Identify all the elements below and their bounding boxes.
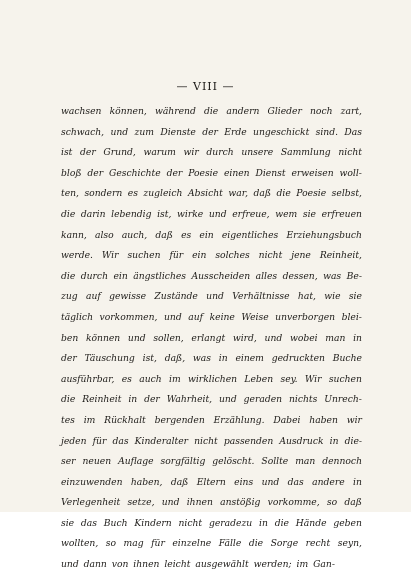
word: gelöscht.: [212, 456, 255, 468]
word: also: [94, 229, 114, 241]
word: seyn,: [337, 538, 362, 550]
word: eigentliches: [221, 229, 279, 241]
word: einzuwenden: [61, 476, 123, 488]
word: tes: [61, 414, 75, 426]
word: für: [169, 250, 184, 262]
word: blei-: [341, 311, 362, 323]
word: schwach,: [61, 126, 105, 138]
word: Poesie: [296, 188, 327, 200]
word: der: [80, 147, 96, 159]
text-line: [61, 390, 362, 411]
word: wir: [183, 147, 199, 159]
word: Wir: [304, 373, 322, 385]
word: einen: [223, 167, 250, 179]
word: sie: [348, 291, 362, 303]
word: die: [61, 270, 76, 282]
text-line: [61, 493, 362, 514]
word: Ausscheiden: [191, 270, 251, 282]
word: Reinheit: [82, 394, 122, 406]
word: wollten,: [61, 538, 99, 550]
text-line: [61, 534, 362, 555]
word: wirke: [177, 208, 204, 220]
word: daß: [170, 476, 189, 488]
word: neuen: [82, 456, 112, 468]
word: unverborgen: [275, 311, 336, 323]
word: einem: [235, 353, 264, 365]
word: Fälle: [218, 538, 242, 550]
word: Verhältnisse: [232, 291, 290, 303]
word: nicht: [178, 517, 203, 529]
word: geraden: [243, 394, 283, 406]
word: woll-: [339, 167, 362, 179]
word: haben,: [130, 476, 163, 488]
word: passenden: [223, 435, 274, 447]
text-line: [61, 329, 362, 350]
text-line: [61, 370, 362, 391]
word: Buch: [103, 517, 128, 529]
word: suchen: [328, 373, 362, 385]
word: der: [61, 353, 77, 365]
text-line: [61, 473, 362, 494]
word: so: [326, 497, 338, 509]
word: unsere: [241, 147, 274, 159]
word: können: [85, 332, 121, 344]
word: täglich: [61, 311, 93, 323]
word: das: [287, 476, 304, 488]
word: noch: [310, 106, 333, 117]
word: zug: [61, 291, 78, 303]
word: auch,: [121, 229, 148, 241]
word: Unrech-: [324, 394, 362, 406]
word: haben: [309, 414, 338, 426]
word: Das: [344, 126, 362, 138]
word: wir: [346, 414, 362, 426]
text-line: [61, 349, 362, 370]
word: nichts: [289, 394, 318, 406]
word: andere: [312, 476, 345, 488]
word: durch: [80, 270, 108, 282]
word: Dienste: [160, 126, 196, 138]
word: und: [127, 332, 146, 344]
word: ihnen: [186, 497, 213, 509]
word: ängstliches: [133, 270, 187, 282]
word: es: [121, 373, 132, 385]
word: lebendig: [111, 208, 152, 220]
word: in: [353, 476, 362, 488]
word: in: [259, 517, 268, 529]
word: Eltern: [196, 476, 226, 488]
text-line: [61, 205, 362, 226]
word: Sammlung: [280, 147, 331, 159]
word: und: [110, 126, 129, 138]
word: ser: [61, 456, 76, 468]
word: Weise: [241, 311, 269, 323]
word: ungeschickt: [253, 126, 310, 138]
word: sind.: [315, 126, 339, 138]
word: können,: [109, 106, 147, 117]
word: ten,: [61, 188, 79, 200]
text-line: [61, 287, 362, 308]
word: und: [261, 476, 280, 488]
word: daß: [253, 188, 272, 200]
word: die: [203, 106, 219, 117]
word: mag: [123, 538, 144, 550]
word: Erzählung.: [213, 414, 265, 426]
word: Verlegenheit: [61, 497, 121, 509]
word: es: [181, 229, 192, 241]
word: nicht: [338, 147, 362, 159]
word: sondern: [84, 188, 123, 200]
word: suchen: [127, 250, 161, 262]
word: ben: [61, 332, 79, 344]
word: auch: [139, 373, 162, 385]
word: warum: [143, 147, 176, 159]
word: Geschichte: [109, 167, 161, 179]
word: auf: [85, 291, 101, 303]
text-line: [61, 411, 362, 432]
word: Absicht: [187, 188, 223, 200]
word: jene: [291, 250, 311, 262]
word: anstößig: [220, 497, 261, 509]
word: Rückhalt: [104, 414, 146, 426]
word: es: [127, 188, 138, 200]
word: die: [61, 208, 76, 220]
word: das: [112, 435, 129, 447]
word: zugleich: [143, 188, 183, 200]
word: wachsen: [61, 106, 102, 117]
word: ist,: [157, 208, 172, 220]
word: vorkomme,: [267, 497, 320, 509]
word: in: [218, 353, 228, 365]
text-line: [61, 452, 362, 473]
word: daß: [155, 229, 173, 241]
word: die: [248, 538, 264, 550]
word: Ausdruck: [279, 435, 324, 447]
word: recht: [305, 538, 331, 550]
word: Zustände: [154, 291, 198, 303]
word: hat,: [297, 291, 316, 303]
word: selbst,: [331, 188, 362, 200]
word: darin: [80, 208, 106, 220]
word: man: [295, 456, 316, 468]
text-line: [61, 102, 362, 123]
text-line: [61, 143, 362, 164]
word: dessen,: [282, 270, 318, 282]
word: bergenden: [154, 414, 205, 426]
word: ein: [113, 270, 128, 282]
word: auf: [188, 311, 204, 323]
word: der: [87, 167, 104, 179]
word: erfreue,: [232, 208, 270, 220]
word: wirklichen: [188, 373, 238, 385]
word: setze,: [127, 497, 155, 509]
word: Grund,: [103, 147, 136, 159]
word: das: [80, 517, 97, 529]
word: Reinheit,: [319, 250, 362, 262]
text-line: [61, 226, 362, 247]
word: zart,: [340, 106, 362, 117]
word: bloß: [61, 167, 82, 179]
word: Hände: [295, 517, 327, 529]
word: für: [151, 538, 165, 550]
word: Sollte: [261, 456, 289, 468]
text-line: [61, 432, 362, 453]
word: Dienst: [255, 167, 286, 179]
word: geradezu: [208, 517, 253, 529]
word: nicht: [258, 250, 283, 262]
word: so: [105, 538, 117, 550]
word: und: [161, 497, 180, 509]
word: Kinderalter: [134, 435, 189, 447]
word: in: [353, 332, 362, 344]
text-line: [61, 123, 362, 144]
text-line: [61, 514, 362, 535]
word: während: [154, 106, 196, 117]
word: Glieder: [267, 106, 302, 117]
word: zum: [134, 126, 154, 138]
word: die: [276, 188, 291, 200]
word: daß,: [164, 353, 186, 365]
text-line: [61, 246, 362, 267]
word: alles: [255, 270, 278, 282]
word: der: [166, 167, 183, 179]
word: der: [202, 126, 218, 138]
word: Poesie: [188, 167, 219, 179]
word: Kindern: [134, 517, 172, 529]
word: und: [208, 208, 227, 220]
word: eins: [234, 476, 254, 488]
word: nicht: [194, 435, 218, 447]
text-line: [61, 164, 362, 185]
word: vorkommen,: [99, 311, 158, 323]
word: ist,: [142, 353, 157, 365]
page-number-header: — VIII —: [176, 80, 235, 93]
word: und: [264, 332, 283, 344]
word: Erziehungsbuch: [286, 229, 362, 241]
word: erfreuen: [321, 208, 362, 220]
text-line: [61, 308, 362, 329]
word: erlangt: [191, 332, 226, 344]
word: und: [219, 394, 237, 406]
word: was: [192, 353, 211, 365]
text-line: und dann von ihnen leicht ausgewählt werden; im Gan-: [61, 559, 335, 571]
word: was: [323, 270, 342, 282]
word: war,: [228, 188, 249, 200]
word: Buche: [332, 353, 362, 365]
word: sollen,: [153, 332, 184, 344]
word: geben: [333, 517, 362, 529]
word: gewisse: [109, 291, 147, 303]
word: ein: [192, 250, 207, 262]
word: erweisen: [291, 167, 334, 179]
word: Dabei: [273, 414, 301, 426]
word: Täuschung: [84, 353, 135, 365]
word: ein: [199, 229, 214, 241]
word: die: [274, 517, 289, 529]
word: und: [163, 311, 182, 323]
word: solches: [215, 250, 250, 262]
word: ausführbar,: [61, 373, 115, 385]
word: werde.: [61, 250, 93, 262]
word: daß: [344, 497, 362, 509]
word: wird,: [232, 332, 257, 344]
word: jeden: [61, 435, 87, 447]
word: einzelne: [172, 538, 212, 550]
word: Sorge: [270, 538, 299, 550]
word: für: [92, 435, 107, 447]
word: durch: [206, 147, 234, 159]
word: andern: [226, 106, 260, 117]
word: kann,: [61, 229, 87, 241]
word: man: [325, 332, 346, 344]
word: sie: [61, 517, 75, 529]
word: und: [206, 291, 224, 303]
text-line: [61, 184, 362, 205]
word: Wir: [101, 250, 119, 262]
word: dennoch: [322, 456, 362, 468]
word: sorgfältig: [160, 456, 206, 468]
word: die: [61, 394, 76, 406]
word: die-: [344, 435, 362, 447]
word: in: [128, 394, 138, 406]
word: keine: [209, 311, 235, 323]
word: gedruckten: [271, 353, 325, 365]
word: wobei: [289, 332, 318, 344]
word: Be-: [346, 270, 362, 282]
word: Auflage: [118, 456, 154, 468]
word: im: [83, 414, 96, 426]
text-line: [61, 267, 362, 288]
word: der: [144, 394, 160, 406]
word: Wahrheit,: [166, 394, 213, 406]
word: ist: [61, 147, 73, 159]
word: sey.: [280, 373, 298, 385]
body-text: [61, 102, 362, 576]
word: wem: [275, 208, 298, 220]
word: sie: [302, 208, 316, 220]
word: wie: [324, 291, 341, 303]
word: in: [329, 435, 339, 447]
word: im: [169, 373, 181, 385]
word: Leben: [244, 373, 274, 385]
word: Erde: [224, 126, 247, 138]
